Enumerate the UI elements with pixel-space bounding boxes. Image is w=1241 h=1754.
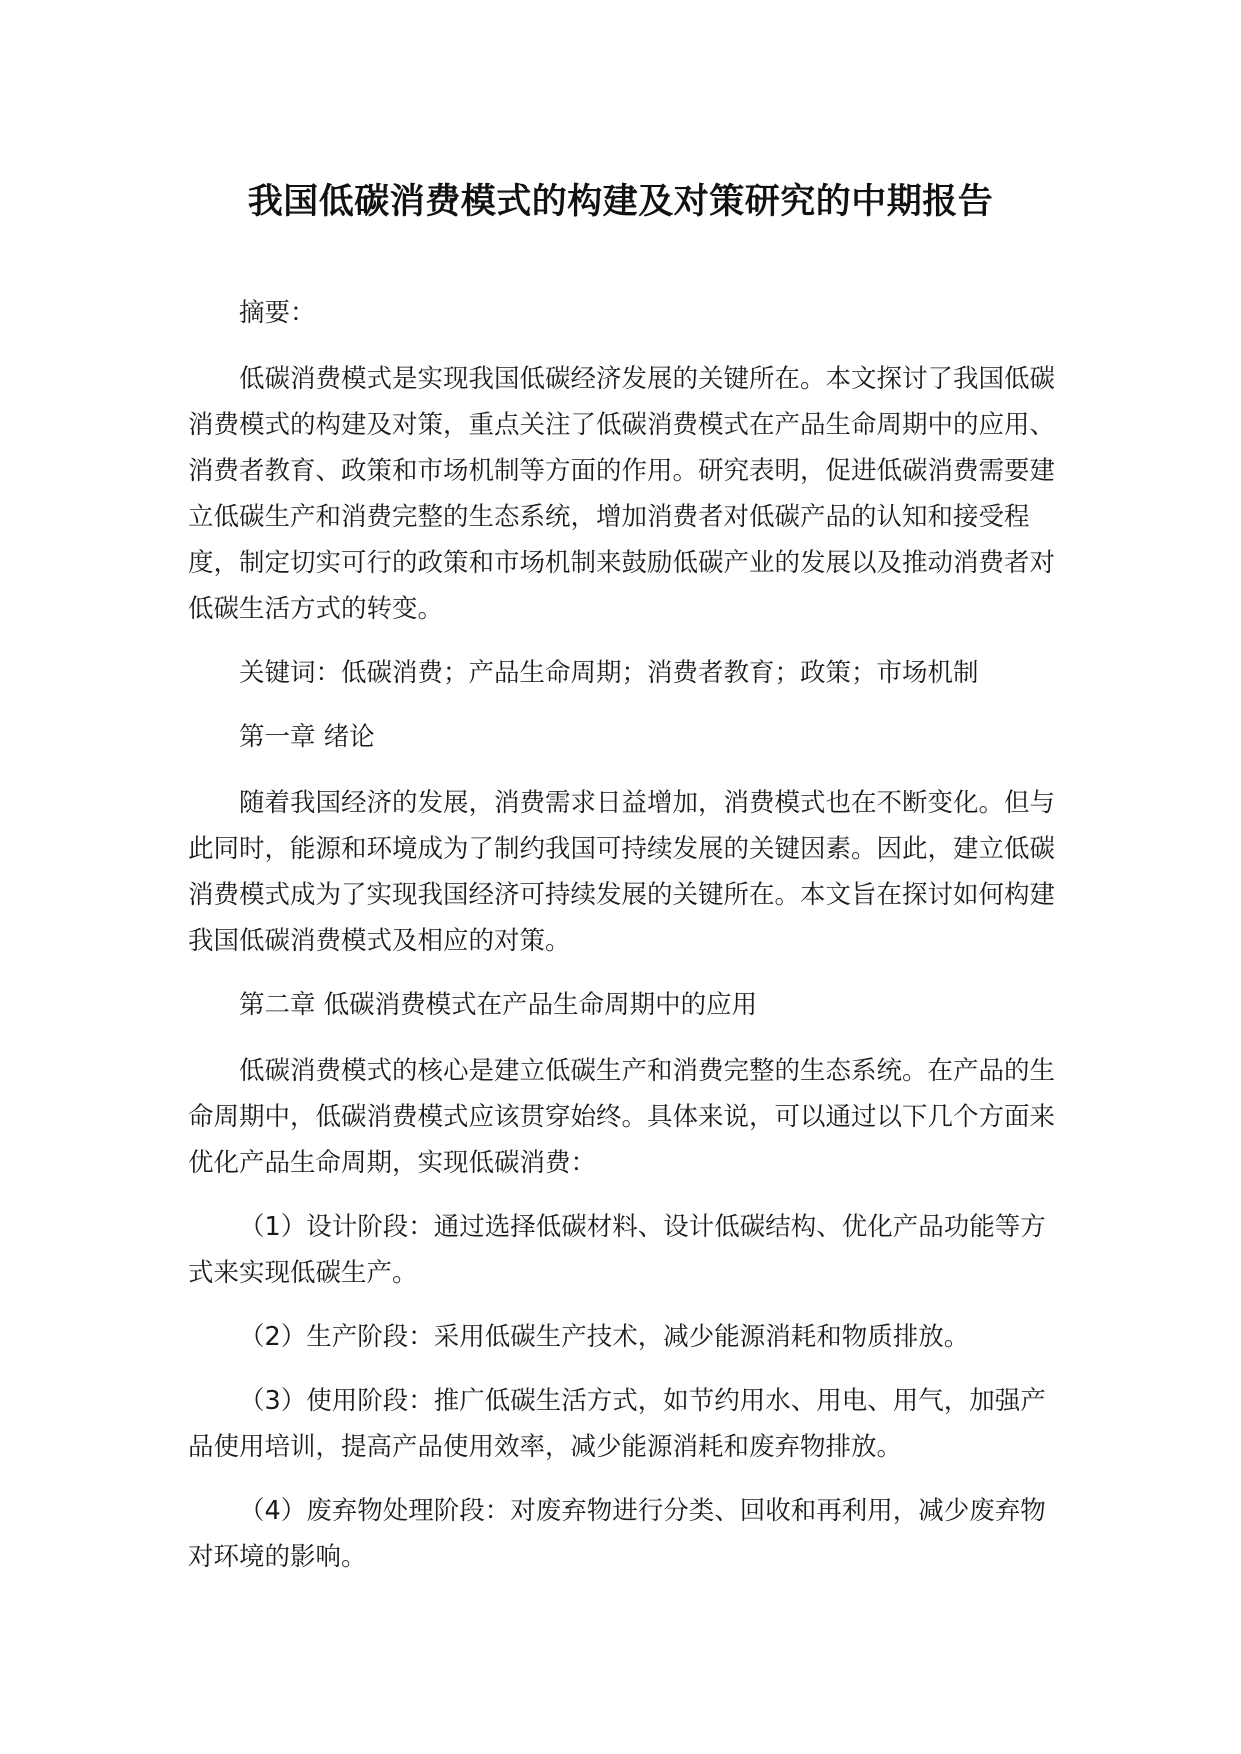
- list-item-design-stage: （1）设计阶段：通过选择低碳材料、设计低碳结构、优化产品功能等方式来实现低碳生产。: [188, 1212, 1046, 1288]
- abstract-heading: 摘要：: [239, 298, 316, 328]
- list-item-production-stage: （2）生产阶段：采用低碳生产技术，减少能源消耗和物质排放。: [239, 1322, 970, 1352]
- keywords-paragraph: 关键词：低碳消费；产品生命周期；消费者教育；政策；市场机制: [239, 658, 979, 688]
- chapter-2-intro-paragraph: 低碳消费模式的核心是建立低碳生产和消费完整的生态系统。在产品的生命周期中，低碳消费模式应该贯穿始终。具体来说，可以通过以下几个方面来优化产品生命周期，实现低碳消费：: [188, 1056, 1056, 1178]
- abstract-paragraph: 低碳消费模式是实现我国低碳经济发展的关键所在。本文探讨了我国低碳消费模式的构建及对策，重点关注了低碳消费模式在产品生命周期中的应用、消费者教育、政策和市场机制等方面的作用。研究表明，促进低碳消费需要建立低碳生产和消费完整的生态系统，增加消费者对低碳产品的认知和接受程度，制定切实可行的政策和市场机制来鼓励低碳产业的发展以及推动消费者对低碳生活方式的转变。: [188, 364, 1056, 624]
- document-body: [188, 290, 1068, 1598]
- list-item-waste-stage: （4）废弃物处理阶段：对废弃物进行分类、回收和再利用，减少废弃物对环境的影响。: [188, 1496, 1046, 1572]
- chapter-1-paragraph: 随着我国经济的发展，消费需求日益增加，消费模式也在不断变化。但与此同时，能源和环境成为了制约我国可持续发展的关键因素。因此，建立低碳消费模式成为了实现我国经济可持续发展的关键所在。本文旨在探讨如何构建我国低碳消费模式及相应的对策。: [188, 788, 1056, 956]
- chapter-1-heading: 第一章 绪论: [239, 722, 375, 752]
- chapter-2-heading: 第二章 低碳消费模式在产品生命周期中的应用: [239, 990, 758, 1020]
- document-title: 我国低碳消费模式的构建及对策研究的中期报告: [247, 182, 994, 222]
- list-item-usage-stage: （3）使用阶段：推广低碳生活方式，如节约用水、用电、用气，加强产品使用培训，提高产品使用效率，减少能源消耗和废弃物排放。: [188, 1386, 1046, 1462]
